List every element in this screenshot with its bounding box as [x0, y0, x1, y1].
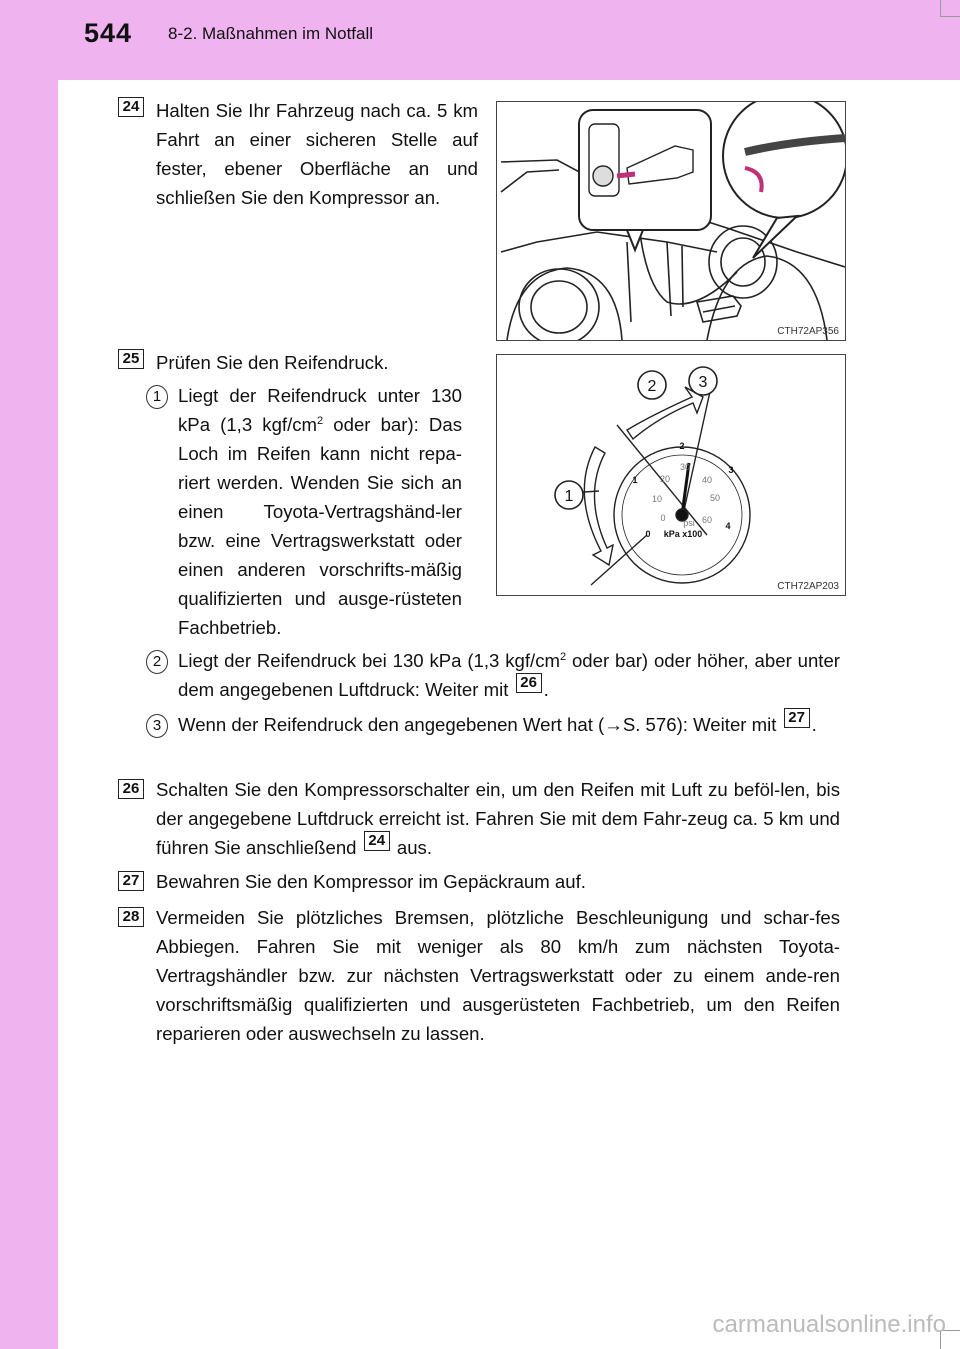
bar-tick-2: 2: [679, 441, 685, 451]
ref-step-27[interactable]: 27: [784, 708, 810, 728]
bar-tick-3: 3: [728, 465, 734, 475]
step-28-badge: 28: [118, 907, 144, 927]
psi-tick-30: 30: [679, 462, 691, 472]
watermark: carmanualsonline.info: [712, 1311, 946, 1338]
step-24-badge: 24: [118, 97, 144, 117]
unit-kpa: kPa x100: [663, 529, 703, 539]
section-title: 8-2. Maßnahmen im Notfall: [168, 24, 374, 43]
item-3-number: 3: [146, 714, 168, 738]
psi-tick-0: 0: [660, 513, 666, 523]
step-28-text: Vermeiden Sie plötzliches Bremsen, plötzliche Beschleunigung und schar-fes Abbiegen. Fahren Sie mit weniger als 80 km/h zum nächsten Toyota-Vertragshändler bzw. zur nächsten Vertragswerkstatt oder zu einem ande-ren vorschriftsmäßig qualifizierten und ausgerüsteten Fachbetrieb, um den Reifen reparieren oder auswechseln zu lassen.: [156, 907, 840, 1044]
psi-tick-20: 20: [659, 474, 671, 484]
side-color-band: [0, 0, 58, 1349]
figure-2-code: CTH72AP203: [777, 581, 839, 592]
step-25-text: Prüfen Sie den Reifendruck.: [156, 352, 389, 373]
step-26-text: Schalten Sie den Kompressorschalter ein, um den Reifen mit Luft zu beföl-len, bis der angegebene Luftdruck erreicht ist. Fahren Sie mit dem Fahr-zeug ca. 5 km und führen Sie anschließend 24 aus.: [156, 779, 840, 858]
ref-step-24[interactable]: 24: [364, 831, 390, 851]
step-26-badge: 26: [118, 779, 144, 799]
figure-pressure-gauge: [496, 354, 846, 596]
step-27-text: Bewahren Sie den Kompressor im Gepäckraum auf.: [156, 871, 586, 892]
psi-tick-40: 40: [701, 475, 713, 485]
item-1-number: 1: [146, 385, 168, 409]
callout-3: 3: [698, 374, 708, 391]
psi-tick-50: 50: [709, 493, 721, 503]
psi-tick-60: 60: [701, 515, 713, 525]
step-25-badge: 25: [118, 349, 144, 369]
compressor-illustration: [497, 102, 845, 340]
step-24-text: Halten Sie Ihr Fahrzeug nach ca. 5 km Fahrt an einer sicheren Stelle auf fester, ebener Oberfläche an und schließen Sie den Kompressor an.: [156, 100, 478, 208]
figure-compressor-connection: [496, 101, 846, 341]
crop-mark: [940, 16, 960, 17]
arrow-icon: →: [604, 714, 623, 735]
item-2-number: 2: [146, 650, 168, 674]
ref-step-26[interactable]: 26: [516, 673, 542, 693]
page-number: 544: [84, 18, 133, 48]
item-3-text: Wenn der Reifendruck den angegebenen Wert hat (→S. 576): Weiter mit 27 .: [178, 709, 817, 735]
figure-1-code: CTH72AP356: [777, 326, 839, 337]
crop-mark: [940, 0, 941, 16]
item-2-text: Liegt der Reifendruck bei 130 kPa (1,3 kgf/$cm^2$ oder bar) oder höher, aber unter dem angegebenen Luftdruck: Weiter mit 26 .: [178, 650, 840, 700]
bar-tick-0: 0: [645, 529, 651, 539]
psi-tick-10: 10: [651, 494, 663, 504]
bar-tick-1: 1: [632, 475, 638, 485]
item-1-text: Liegt der Reifendruck unter 130 kPa (1,3 kgf/$cm^2$ oder bar): Das Loch im Reifen kann nicht repa-riert werden. Wenden Sie sich an einen Toyota-Vertragshänd-ler bzw. eine Vertragswerkstatt oder einen anderen vorschrifts-mäßig qualifizierten und ausge-rüsteten Fachbetrieb.: [178, 385, 462, 638]
bar-tick-4: 4: [725, 521, 731, 531]
unit-psi: psi: [683, 518, 695, 528]
callout-2: 2: [647, 378, 657, 395]
gauge-illustration: [497, 355, 845, 595]
step-27-badge: 27: [118, 871, 144, 891]
callout-1: 1: [564, 488, 574, 505]
